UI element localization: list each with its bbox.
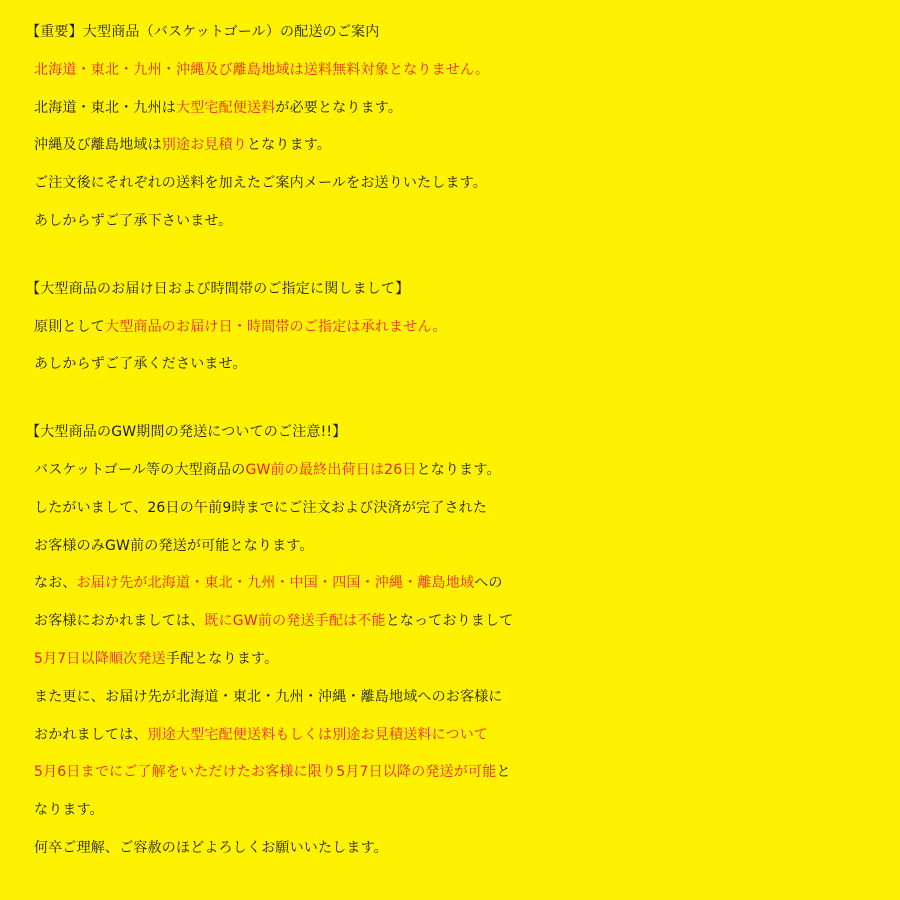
- body-text: あしからずご了承下さいませ。: [34, 212, 233, 229]
- body-text: と: [496, 764, 511, 781]
- body-text: となります。: [247, 137, 332, 154]
- section-gap: [34, 241, 900, 271]
- notice-line: [34, 679, 900, 717]
- body-text: となっておりまして: [385, 613, 514, 630]
- body-text: 【大型商品のGW期間の発送についてのご注意!!】: [26, 424, 347, 441]
- emphasis-text: 5月7日以降順次発送: [34, 650, 166, 667]
- body-text: 【重要】大型商品（バスケットゴール）の配送のご案内: [26, 24, 380, 40]
- notice-line: [34, 52, 900, 90]
- notice-line: [34, 309, 900, 347]
- notice-line: [34, 603, 900, 641]
- notice-line: [34, 346, 900, 384]
- body-text: お客様のみGW前の発送が可能となります。: [34, 537, 314, 554]
- notice-line: [34, 792, 900, 830]
- body-text: 何卒ご理解、ご容赦のほどよろしくお願いいたします。: [34, 839, 388, 856]
- body-text: バスケットゴール等の大型商品の: [34, 461, 246, 478]
- body-text: また更に、お届け先が北海道・東北・九州・沖縄・離島地域へのお客様に: [34, 688, 503, 705]
- body-text: 北海道・東北・九州は: [34, 99, 176, 116]
- section-gap: [34, 384, 900, 414]
- notice-line: [34, 452, 900, 490]
- body-text: 手配となります。: [165, 650, 279, 667]
- body-text: への: [474, 575, 503, 592]
- emphasis-text: お届け先が北海道・東北・九州・中国・四国・沖縄・離島地域: [76, 575, 475, 592]
- notice-line: [34, 90, 900, 128]
- notice-line: [34, 641, 900, 679]
- body-text: が必要となります。: [275, 99, 403, 116]
- emphasis-text: 大型宅配便送料: [176, 99, 276, 116]
- section-heading: [26, 14, 900, 52]
- emphasis-text: 大型商品のお届け日・時間帯のご指定は承れません。: [105, 318, 447, 335]
- notice-section-3: [26, 414, 900, 868]
- section-heading: [26, 271, 900, 309]
- notice-line: [34, 754, 900, 792]
- body-text: 沖縄及び離島地域は: [34, 137, 162, 154]
- notice-line: [34, 717, 900, 755]
- body-text: 原則として: [34, 318, 105, 335]
- notice-line: [34, 830, 900, 868]
- body-text: なります。: [34, 802, 104, 819]
- emphasis-text: 別途大型宅配便送料もしくは別途お見積送料について: [147, 726, 489, 743]
- notice-section-1: [26, 14, 900, 241]
- notice-line: [34, 203, 900, 241]
- notice-line: [34, 165, 900, 203]
- body-text: おかれましては、: [34, 726, 148, 743]
- emphasis-text: 北海道・東北・九州・沖縄及び離島地域は送料無料対象となりません。: [34, 61, 490, 78]
- notice-section-2: [26, 271, 900, 384]
- body-text: となります。: [416, 461, 501, 478]
- body-text: お客様におかれましては、: [34, 613, 205, 630]
- section-heading: [26, 414, 900, 452]
- notice-line: [34, 565, 900, 603]
- body-text: したがいまして、26日の午前9時までにご注文および決済が完了された: [34, 499, 488, 516]
- body-text: あしからずご了承くださいませ。: [34, 356, 247, 373]
- emphasis-text: 別途お見積り: [161, 137, 248, 154]
- notice-line: [34, 528, 900, 566]
- body-text: なお、: [34, 575, 77, 592]
- body-text: ご注文後にそれぞれの送料を加えたご案内メールをお送りいたします。: [34, 175, 487, 192]
- notice-line: [34, 127, 900, 165]
- emphasis-text: GW前の最終出荷日は26日: [245, 461, 417, 478]
- body-text: 【大型商品のお届け日および時間帯のご指定に関しまして】: [26, 280, 410, 297]
- emphasis-text: 5月6日までにご了解をいただけたお客様に限り5月7日以降の発送が可能: [34, 764, 497, 781]
- emphasis-text: 既にGW前の発送手配は不能: [204, 613, 386, 630]
- notice-line: [34, 490, 900, 528]
